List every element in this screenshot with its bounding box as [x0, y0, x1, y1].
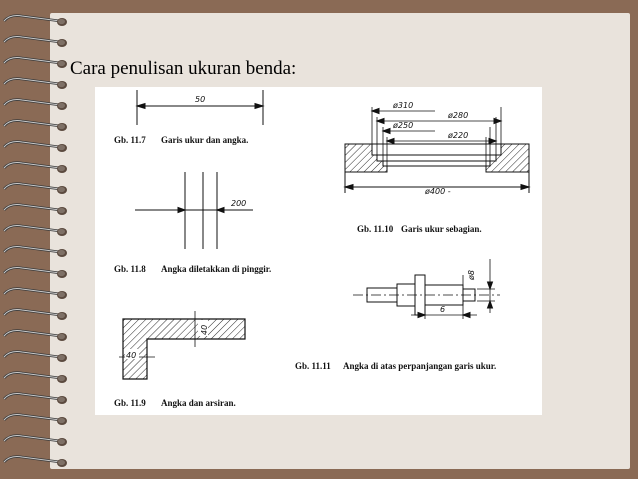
fig-11-8-number: Gb. 11.8 [114, 264, 146, 274]
fig-11-11-caption: Angka di atas perpanjangan garis ukur. [343, 361, 497, 371]
fig-11-9-dim-40-horizontal: 40 [126, 351, 137, 360]
spiral-binding-rings [0, 12, 80, 472]
fig-11-8-caption: Angka diletakkan di pinggir. [161, 264, 272, 274]
fig-11-9-caption: Angka dan arsiran. [161, 398, 236, 408]
fig-11-10-dim-310: ø310 [393, 101, 414, 110]
fig-11-10-dim-400: ø400 - [425, 187, 451, 196]
fig-11-7-dim-200: 200 [231, 199, 247, 208]
fig-11-9-number: Gb. 11.9 [114, 398, 146, 408]
fig-11-7-caption: Garis ukur dan angka. [161, 135, 249, 145]
fig-11-9-dim-40-vertical: 40 [200, 324, 209, 335]
slide-title: Cara penulisan ukuran benda: [70, 58, 297, 79]
fig-11-10-dim-220: ø220 [448, 131, 469, 140]
fig-11-11-dim-6: 6 [440, 305, 446, 314]
fig-11-7-dim-50: 50 [195, 95, 206, 104]
figure-11-10-stepped-section [345, 107, 529, 193]
fig-11-11-number: Gb. 11.11 [295, 361, 331, 371]
figure-11-11-shaft [353, 259, 500, 319]
technical-drawing-panel [95, 87, 542, 415]
fig-11-11-dim-8: ø8 [467, 270, 476, 280]
fig-11-10-caption: Garis ukur sebagian. [401, 224, 482, 234]
fig-11-10-dim-280: ø280 [448, 111, 469, 120]
fig-11-10-dim-250: ø250 [393, 121, 414, 130]
fig-11-7-number: Gb. 11.7 [114, 135, 146, 145]
figure-11-9-hatched-section [119, 311, 245, 379]
fig-11-10-number: Gb. 11.10 [357, 224, 394, 234]
figure-11-8-lines [135, 172, 253, 249]
